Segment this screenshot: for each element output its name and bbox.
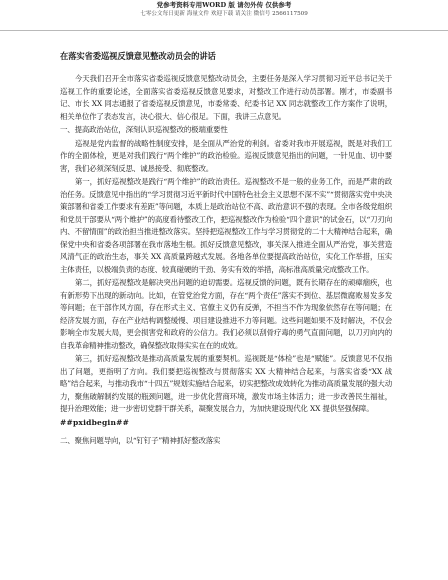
- document-body: [60, 50, 392, 448]
- section-heading-1: 一、提高政治站位，深刻认识巡视整改的极端重要性: [60, 125, 228, 134]
- header-line-1: 党参考资料专用WORD 版 请勿外传 仅供参考: [156, 1, 292, 9]
- document-title: 在落实省委巡视反馈意见整改动员会的讲话: [60, 51, 216, 61]
- point-3-paragraph: 第三，抓好巡视整改是推动高质量发展的重要契机。巡视既是“体检”也是“赋能”。反馈意见不仅指出了问题，更指明了方向。我们要把巡视整改与贯彻落实 XX 大精神结合起来，与落实省委“XX 战略”结合起来，与推动我市“十四五”规划实施结合起来，切实把整改成效转化为推动高质量发展的强大动力，聚焦破解制约发展的瓶颈问题，进一步优化营商环境，激发市场主体活力；进一步改善民生福祉，提升治理效能；进一步密切党群干群关系，凝聚发展合力，为加快建设现代化 XX 提供坚强保障。: [60, 354, 392, 413]
- header-line-2: 七零公文每日更新 海量文件 欢迎下载 请关注 微信号 2566117509: [140, 11, 308, 17]
- point-1-paragraph: 第一，抓好巡视整改是践行“两个维护”的政治责任。巡视整改不是一般的业务工作，而是严肃的政治任务。反馈意见中指出的“学习贯彻习近平新时代中国特色社会主义思想不深不实”“贯彻落实党中央决策部署和省委工作要求有差距”等问题，本质上是政治站位不高、政治意识不强的表现。全市各级党组织和党员干部要从“两个维护”的高度看待整改工作，把巡视整改作为检验“四个意识”的试金石，以“刀刃向内、不留情面”的政治担当推进整改落实。坚持把巡视整改工作与学习贯彻党的二十大精神结合起来，确保党中央和省委各项部署在我市落地生根。抓好反馈意见整改，事关深入推进全面从严治党，事关营造风清气正的政治生态，事关 XX 高质量跨越式发展。各地各单位要提高政治站位，实化工作举措，压实主体责任，以极端负责的态度、较真碰硬的干劲、务实有效的举措，高标准高质量完成整改工作。: [60, 177, 392, 274]
- point-2-paragraph: 第二，抓好巡视整改是解决突出问题的迫切需要。巡视反馈的问题，既有长期存在的顽瘴痼疾，也有新形势下出现的新动向。比如，在管党治党方面，存在“两个责任”落实不到位、基层微腐败易发多发等问题；在干部作风方面，存在形式主义、官僚主义仍有反弹，不担当不作为现象依然存在等问题；在经济发展方面，存在产业结构调整缓慢、项目建设推进不力等问题。这些问题如果不及时解决，不仅会影响全市发展大局，更会损害党和政府的公信力。我们必须以刮骨疗毒的勇气直面问题，以刀刃向内的自我革命精神推动整改，确保整改取得实实在在的成效。: [60, 278, 392, 350]
- page-marker: ##pxidbegin##: [60, 417, 130, 427]
- intro-paragraph: 今天我们召开全市落实省委巡视反馈意见整改动员会，主要任务是深入学习贯彻习近平总书记关于巡视工作的重要论述，全面落实省委巡视反馈意见要求，对整改工作进行动员部署。刚才，市委副书记、市长 XX 同志通报了省委巡视反馈意见，市委常委、纪委书记 XX 同志就整改工作方案作了说明，相关单位作了表态发言，决心很大、信心很足。下面，我讲三点意见。: [60, 74, 392, 121]
- section-heading-2: 二、聚焦问题导向，以“钉钉子”精神抓好整改落实: [60, 435, 221, 445]
- section-1-intro: 巡视是党内监督的战略性制度安排，是全面从严治党的利剑。省委对我市开展巡视，既是对我们工作的全面体检，更是对我们践行“两个维护”的政治检验。巡视反馈意见指出的问题，一针见血、切中要害，我们必须深刻反思、诚恳接受、彻底整改。: [60, 138, 392, 173]
- document-header: [0, 0, 448, 31]
